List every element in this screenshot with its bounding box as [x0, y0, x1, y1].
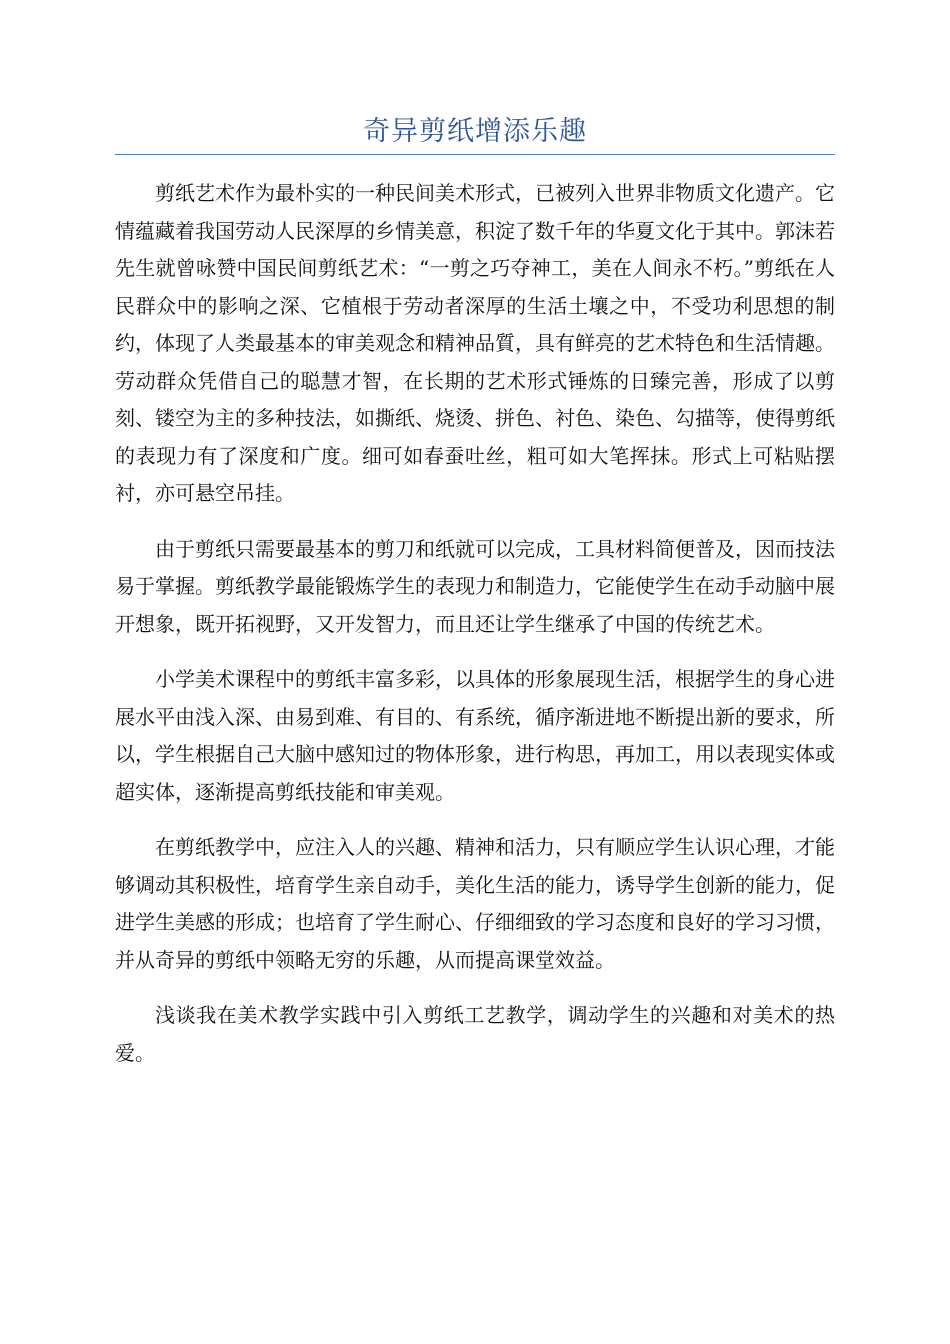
page-title: 奇异剪纸增添乐趣: [363, 116, 587, 147]
paragraph-2: 由于剪纸只需要最基本的剪刀和纸就可以完成，工具材料简便普及，因而技法易于掌握。剪纸教学最能锻炼学生的表现力和制造力，它能使学生在动手动脑中展开想象，既开拓视野，又开发智力，而且还让学生继承了中国的传统艺术。: [115, 536, 835, 636]
title-underline: [115, 154, 835, 155]
paragraph-1: 剪纸艺术作为最朴实的一种民间美术形式，已被列入世界非物质文化遗产。它情蕴藏着我国劳动人民深厚的乡情美意，积淀了数千年的华夏文化于其中。郭沫若先生就曾咏赞中国民间剪纸艺术：“一剪之巧夺神工，美在人间永不朽。”剪纸在人民群众中的影响之深、它植根于劳动者深厚的生活土壤之中，不受功利思想的制约，体现了人类最基本的审美观念和精神品質，具有鲜亮的艺术特色和生活情趣。劳动群众凭借自己的聪慧才智，在长期的艺术形式锤炼的日臻完善，形成了以剪刻、镂空为主的多种技法，如撕纸、烧烫、拼色、衬色、染色、勾描等，使得剪纸的表现力有了深度和广度。细可如春蚕吐丝，粗可如大笔挥抹。形式上可粘贴摆衬，亦可悬空吊挂。: [115, 181, 835, 505]
document-body: [115, 175, 835, 1090]
paragraph-5: 浅谈我在美术教学实践中引入剪纸工艺教学，调动学生的兴趣和对美术的热爱。: [115, 1003, 835, 1065]
paragraph-3: 小学美术课程中的剪纸丰富多彩，以具体的形象展现生活，根据学生的身心进展水平由浅入深、由易到难、有目的、有系统，循序渐进地不断提出新的要求，所以，学生根据自己大脑中感知过的物体形象，进行构思，再加工，用以表现实体或超实体，逐渐提高剪纸技能和审美观。: [115, 667, 835, 804]
paragraph-4: 在剪纸教学中，应注入人的兴趣、精神和活力，只有顺应学生认识心理，才能够调动其积极性，培育学生亲自动手，美化生活的能力，诱导学生创新的能力，促进学生美感的形成；也培育了学生耐心、仔细细致的学习态度和良好的学习习惯，并从奇异的剪纸中领略无穷的乐趣，从而提高课堂效益。: [115, 835, 835, 972]
